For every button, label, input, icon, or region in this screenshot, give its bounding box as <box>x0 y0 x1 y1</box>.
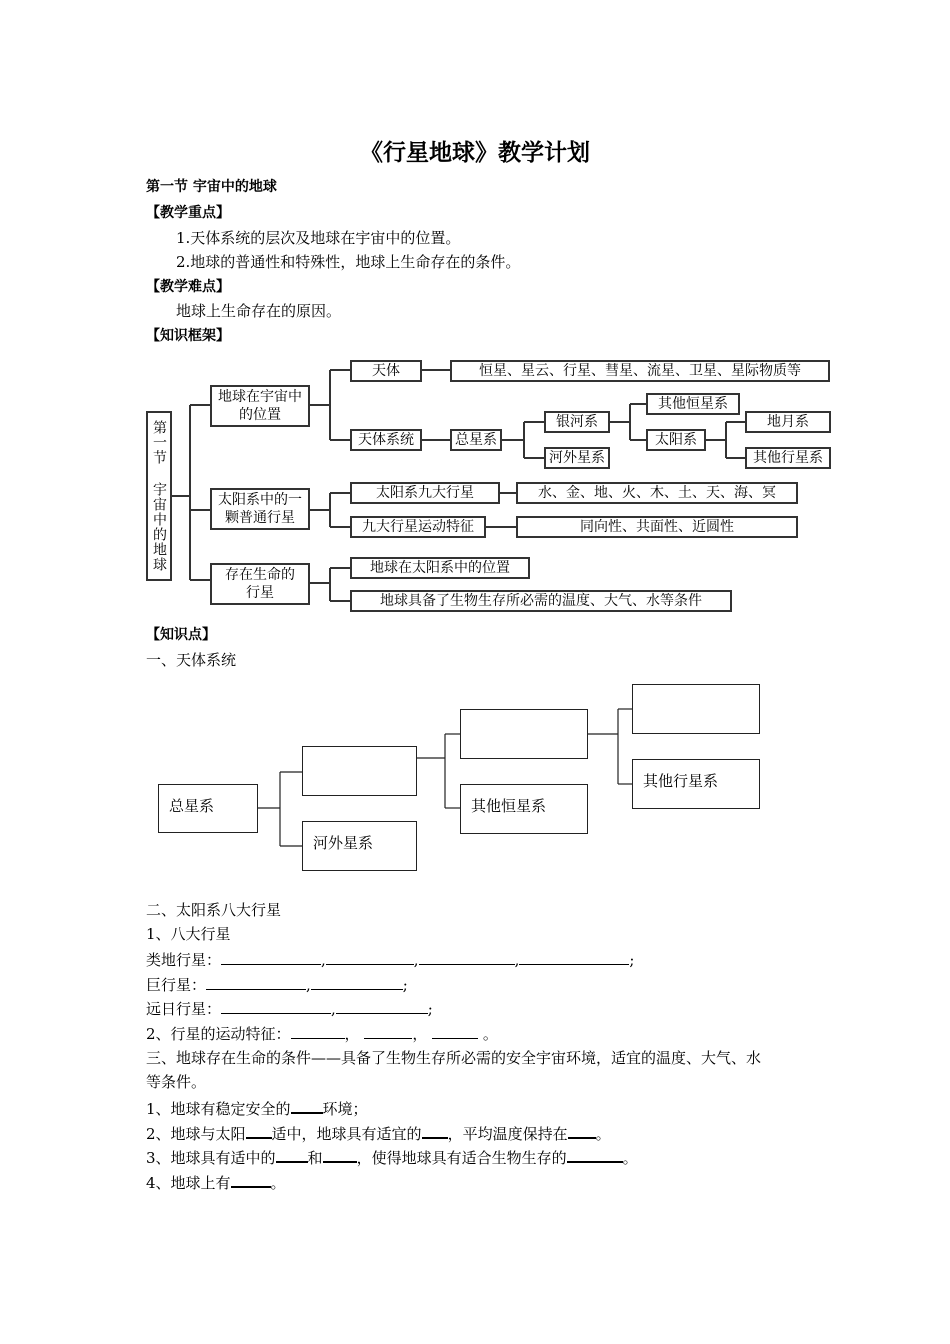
q3-text-d: 。 <box>622 1149 638 1167</box>
q3-text-b: 和 <box>307 1149 323 1167</box>
blank[interactable] <box>364 1023 412 1039</box>
question-2 <box>146 1122 611 1144</box>
difficulties-heading: 【教学难点】 <box>146 279 230 295</box>
node-position: 地球在太阳系中的位置 <box>350 557 530 579</box>
part3-line1: 三、地球存在生命的条件——具备了生物生存所必需的安全宇宙环境，适宜的温度、大气、水 <box>146 1049 762 1067</box>
blank[interactable] <box>419 949 515 965</box>
fillin-blank-taiyangxi[interactable] <box>460 709 588 759</box>
framework-root: 第一节 宇宙中的地球 <box>146 411 172 581</box>
distant-label: 远日行星： <box>146 1000 222 1018</box>
branch-life-planet: 存在生命的行星 <box>210 563 310 605</box>
branch-ordinary-planet: 太阳系中的一颗普通行星 <box>210 488 310 530</box>
node-zongxingxi: 总星系 <box>450 429 502 451</box>
blank[interactable] <box>568 1122 596 1139</box>
blank[interactable] <box>567 1146 623 1163</box>
q3-text-c: ，使得地球具有适合生物生存的 <box>356 1149 567 1167</box>
q1-text-a: 1、地球有稳定安全的 <box>146 1100 291 1118</box>
fillin-blank-diyuexi[interactable] <box>632 684 760 734</box>
node-other-star-systems: 其他恒星系 <box>646 393 740 415</box>
node-hewaixingxi: 河外星系 <box>544 447 610 469</box>
blank[interactable] <box>246 1122 272 1139</box>
node-nine-planets-list: 水、金、地、火、木、土、天、海、冥 <box>516 482 798 504</box>
q4-text-b: 。 <box>270 1174 286 1192</box>
blank[interactable] <box>311 974 403 990</box>
q3-text-a: 3、地球具有适中的 <box>146 1149 276 1167</box>
node-motion: 九大行星运动特征 <box>350 516 486 538</box>
key-points-heading: 【教学重点】 <box>146 205 230 221</box>
blank[interactable] <box>432 1023 478 1039</box>
question-1 <box>146 1097 368 1119</box>
blank[interactable] <box>336 998 428 1014</box>
framework-heading: 【知识框架】 <box>146 328 230 344</box>
terrestrial-line: 类地行星： , , , ; <box>146 951 635 969</box>
section-heading: 第一节 宇宙中的地球 <box>146 179 277 195</box>
node-taiyangxi: 太阳系 <box>646 429 706 451</box>
terrestrial-label: 类地行星： <box>146 951 222 969</box>
node-conditions: 地球具备了生物生存所必需的温度、大气、水等条件 <box>350 590 732 612</box>
node-nine-planets: 太阳系九大行星 <box>350 482 500 504</box>
question-3 <box>146 1146 638 1168</box>
giant-label: 巨行星： <box>146 976 207 994</box>
node-tianti-list: 恒星、星云、行星、彗星、流星、卫星、星际物质等 <box>450 360 830 382</box>
motion-label: 2、行星的运动特征： <box>146 1025 291 1043</box>
blank[interactable] <box>221 949 321 965</box>
fillin-other-star-systems: 其他恒星系 <box>460 784 588 834</box>
part2-sub1: 1、八大行星 <box>146 925 231 943</box>
node-diyuexi: 地月系 <box>745 411 831 433</box>
q2-text-a: 2、地球与太阳 <box>146 1125 246 1143</box>
blank[interactable] <box>422 1122 448 1139</box>
blank[interactable] <box>323 1146 357 1163</box>
part1-title: 一、天体系统 <box>146 651 237 669</box>
key-point-1: 1.天体系统的层次及地球在宇宙中的位置。 <box>176 229 461 247</box>
node-motion-list: 同向性、共面性、近圆性 <box>516 516 798 538</box>
fillin-zongxingxi: 总星系 <box>158 784 258 833</box>
q4-text-a: 4、地球上有 <box>146 1174 231 1192</box>
blank[interactable] <box>519 949 629 965</box>
q2-text-b: 适中，地球具有适宜的 <box>271 1125 422 1143</box>
blank[interactable] <box>326 949 414 965</box>
blank[interactable] <box>276 1146 308 1163</box>
node-yinhexi: 银河系 <box>544 411 610 433</box>
distant-line: 远日行星： , ; <box>146 1000 433 1018</box>
q2-text-d: 。 <box>595 1125 611 1143</box>
giant-line: 巨行星： , ; <box>146 976 408 994</box>
motion-line: 2、行星的运动特征： ， ， 。 <box>146 1025 498 1043</box>
blank[interactable] <box>231 1171 271 1188</box>
node-tianti: 天体 <box>350 360 422 382</box>
knowledge-heading: 【知识点】 <box>146 627 216 643</box>
node-tianti-system: 天体系统 <box>350 429 422 451</box>
page-title: 《行星地球》教学计划 <box>360 140 590 166</box>
difficulties-text: 地球上生命存在的原因。 <box>176 302 342 320</box>
part2-title: 二、太阳系八大行星 <box>146 901 282 919</box>
node-other-planet-systems: 其他行星系 <box>745 447 831 469</box>
fillin-other-planet-systems: 其他行星系 <box>632 759 760 809</box>
key-point-2: 2.地球的普通性和特殊性，地球上生命存在的条件。 <box>176 253 521 271</box>
blank[interactable] <box>291 1023 345 1039</box>
fillin-blank-yinhexi[interactable] <box>302 746 417 796</box>
fillin-hewaixingxi: 河外星系 <box>302 821 417 871</box>
branch-earth-position: 地球在宇宙中的位置 <box>210 385 310 427</box>
blank[interactable] <box>221 998 331 1014</box>
question-4 <box>146 1171 286 1193</box>
blank[interactable] <box>291 1097 323 1114</box>
part3-line2: 等条件。 <box>146 1073 207 1091</box>
blank[interactable] <box>206 974 306 990</box>
q2-text-c: ，平均温度保持在 <box>447 1125 568 1143</box>
q1-text-b: 环境； <box>322 1100 368 1118</box>
